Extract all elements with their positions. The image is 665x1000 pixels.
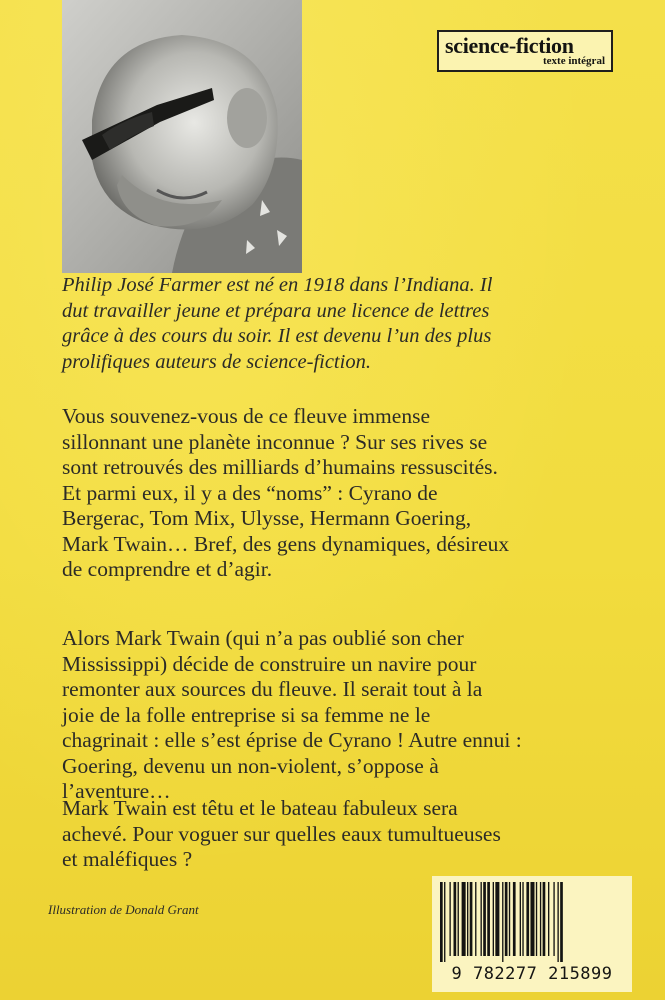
- series-subtitle: texte intégral: [543, 55, 605, 67]
- blurb-line: joie de la folle entreprise si sa femme ne le: [62, 702, 431, 727]
- blurb-line: Bergerac, Tom Mix, Ulysse, Hermann Goering,: [62, 506, 472, 530]
- blurb-line: Alors Mark Twain (qui n’a pas oublié son cher: [62, 626, 464, 650]
- illustration-credit: Illustration de Donald Grant: [48, 902, 199, 917]
- blurb-line: sont retrouvés des milliards d’humains ressuscités.: [62, 455, 498, 479]
- blurb-line: Goering, devenu un non-violent, s’oppose à: [62, 753, 439, 778]
- bio-line: Philip José Farmer est né en 1918 dans l’Indiana. Il: [62, 274, 493, 296]
- blurb-paragraph-2: [62, 626, 642, 805]
- barcode-bars: [438, 882, 626, 962]
- author-photo: [62, 0, 302, 273]
- blurb-line: l’aventure…: [62, 779, 171, 803]
- author-bio: [62, 273, 642, 375]
- bio-line: prolifiques auteurs de science-fiction.: [62, 350, 371, 373]
- blurb-line: Et parmi eux, il y a des “noms” : Cyrano de: [62, 480, 438, 505]
- blurb-line: de comprendre et d’agir.: [62, 557, 273, 581]
- blurb-line: Mississippi) décide de construire un navire pour: [62, 651, 477, 676]
- bio-line: grâce à des cours du soir. Il est devenu l’un des plus: [62, 325, 492, 347]
- series-title: science-fiction: [445, 33, 574, 58]
- isbn-barcode: [432, 876, 632, 992]
- bio-line: dut travailler jeune et prépara une licence de lettres: [62, 299, 490, 322]
- blurb-line: sillonnant une planète inconnue ? Sur ses rives se: [62, 429, 488, 454]
- blurb-line: achevé. Pour voguer sur quelles eaux tumultueuses: [62, 821, 501, 846]
- blurb-line: chagrinait : elle s’est éprise de Cyrano ! Autre ennui :: [62, 728, 522, 752]
- blurb-line: et maléfiques ?: [62, 847, 193, 871]
- blurb-line: remonter aux sources du fleuve. Il serait tout à la: [62, 677, 483, 701]
- isbn-number: 9 782277 215899: [451, 964, 613, 984]
- blurb-line: Vous souvenez-vous de ce fleuve immense: [62, 404, 430, 428]
- blurb-paragraph-3: [62, 796, 642, 873]
- blurb-line: Mark Twain est têtu et le bateau fabuleux sera: [62, 796, 458, 820]
- series-badge: [437, 30, 613, 72]
- blurb-line: Mark Twain… Bref, des gens dynamiques, désireux: [62, 531, 510, 556]
- blurb-paragraph-1: [62, 404, 642, 583]
